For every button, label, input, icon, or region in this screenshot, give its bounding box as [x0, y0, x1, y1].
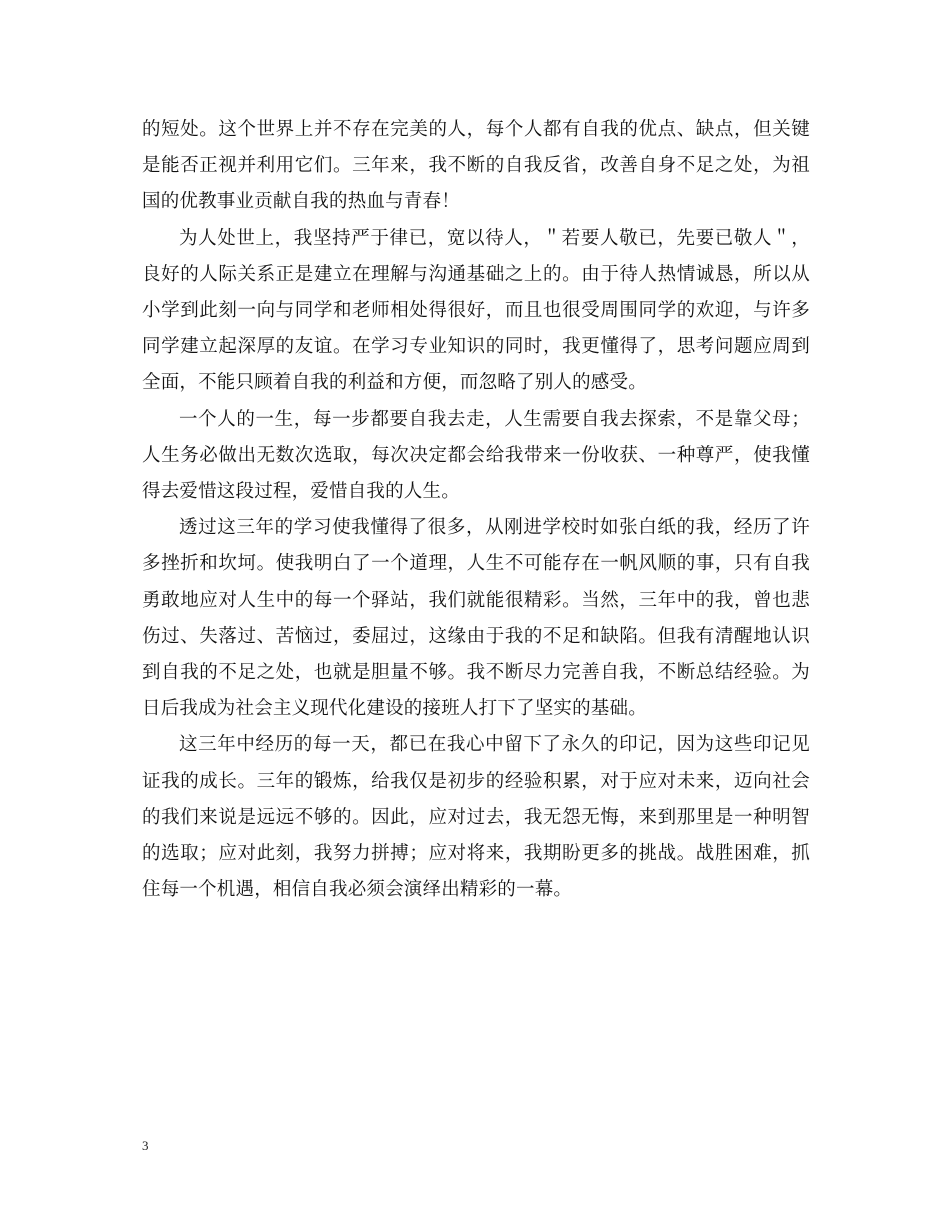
- paragraph-conclusion: 这三年中经历的每一天，都已在我心中留下了永久的印记，因为这些印记见证我的成长。三年的锻炼，给我仅是初步的经验积累，对于应对未来，迈向社会的我们来说是远远不够的。因此，应对过去，我无怨无悔，来到那里是一种明智的选取；应对此刻，我努力拼搏；应对将来，我期盼更多的挑战。战胜困难，抓住每一个机遇，相信自我必须会演绎出精彩的一幕。: [142, 734, 810, 901]
- paragraph-continued: 的短处。这个世界上并不存在完美的人，每个人都有自我的优点、缺点，但关键是能否正视并利用它们。三年来，我不断的自我反省，改善自身不足之处，为祖国的优教事业贡献自我的热血与青春！: [142, 119, 810, 213]
- paragraph-interpersonal: 为人处世上，我坚持严于律已，宽以待人，＂若要人敬已，先要已敬人＂，良好的人际关系正是建立在理解与沟通基础之上的。由于待人热情诚恳，所以从小学到此刻一向与同学和老师相处得很好，而且也很受周围同学的欢迎，与许多同学建立起深厚的友谊。在学习专业知识的同时，我更懂得了，思考问题应周到全面，不能只顾着自我的利益和方便，而忽略了别人的感受。: [142, 227, 810, 394]
- paragraph-three-years-study: 透过这三年的学习使我懂得了很多，从刚进学校时如张白纸的我，经历了许多挫折和坎坷。使我明白了一个道理，人生不可能存在一帆风顺的事，只有自我勇敢地应对人生中的每一个驿站，我们就能很精彩。当然，三年中的我，曾也悲伤过、失落过、苦恼过，委屈过，这缘由于我的不足和缺陷。但我有清醒地认识到自我的不足之处，也就是胆量不够。我不断尽力完善自我，不断总结经验。为日后我成为社会主义现代化建设的接班人打下了坚实的基础。: [142, 517, 810, 720]
- document-body: [142, 112, 810, 908]
- page-number: 3: [142, 1138, 149, 1153]
- paragraph-life-path: 一个人的一生，每一步都要自我去走，人生需要自我去探索，不是靠父母；人生务必做出无数次选取，每次决定都会给我带来一份收获、一种尊严，使我懂得去爱惜这段过程，爱惜自我的人生。: [142, 408, 810, 503]
